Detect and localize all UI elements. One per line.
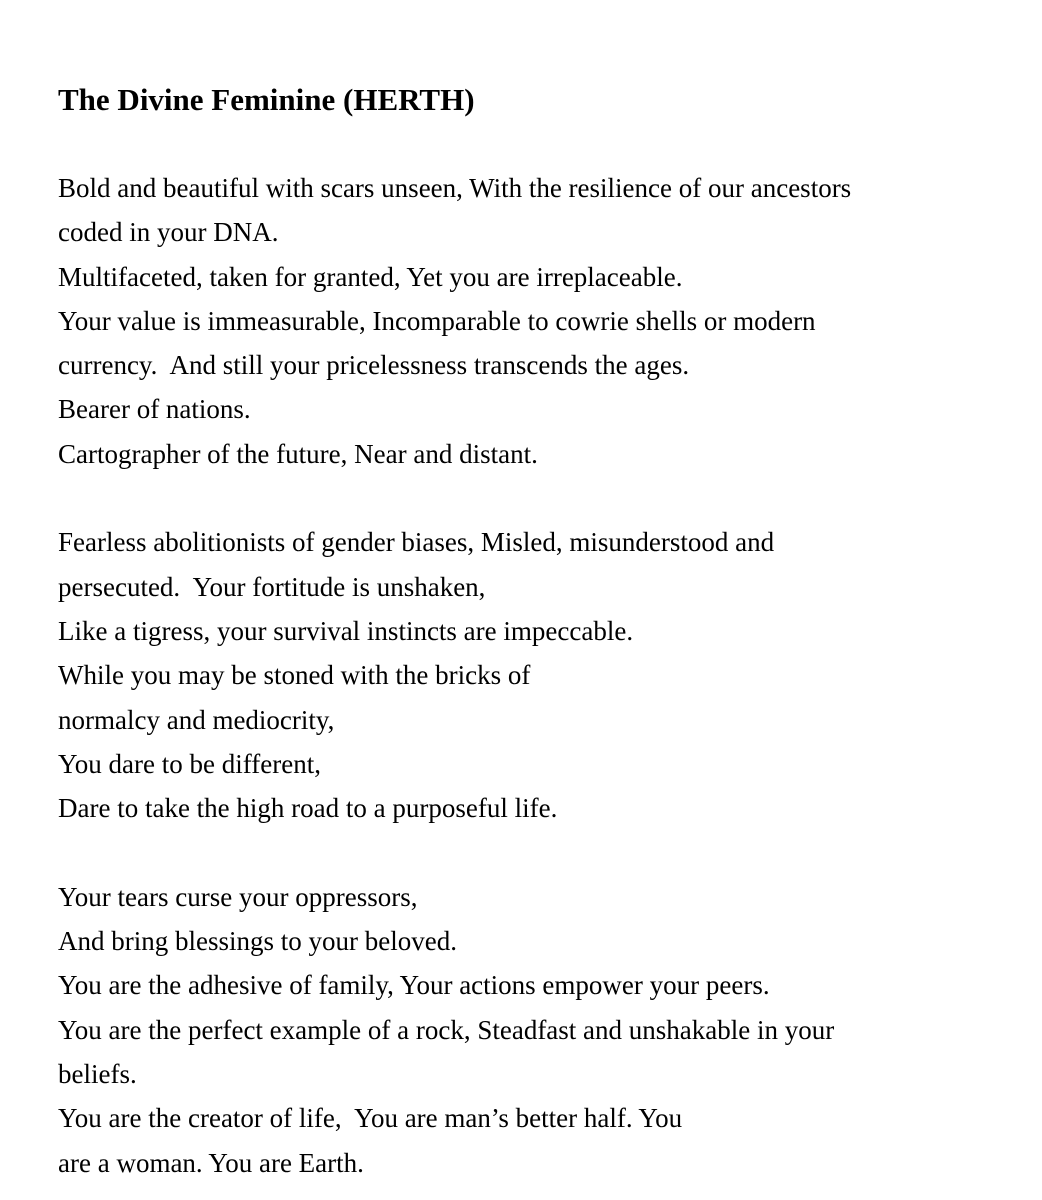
poem-line: Cartographer of the future, Near and distant. (58, 438, 538, 469)
poem-line: Dare to take the high road to a purposeful life. (58, 793, 558, 824)
poem-document (58, 78, 1018, 1185)
stanza-1 (58, 166, 1018, 476)
poem-line: currency. And still your pricelessness transcends the ages. (58, 350, 690, 381)
poem-line: persecuted. Your fortitude is unshaken, (58, 571, 486, 602)
poem-line: Your value is immeasurable, Incomparable to cowrie shells or modern (58, 305, 816, 336)
poem-line: Multifaceted, taken for granted, Yet you are irreplaceable. (58, 261, 683, 292)
poem-line: are a woman. You are Earth. (58, 1147, 364, 1178)
poem-line: normalcy and mediocrity, (58, 704, 335, 735)
poem-line: You are the adhesive of family, Your actions empower your peers. (58, 970, 770, 1001)
poem-line: You are the creator of life, You are man’s better half. You (58, 1103, 683, 1134)
stanza-2 (58, 520, 1018, 830)
poem-line: Your tears curse your oppressors, (58, 881, 418, 912)
poem-line: You are the perfect example of a rock, Steadfast and unshakable in your (58, 1014, 835, 1045)
poem-title: The Divine Feminine (HERTH) (58, 82, 475, 117)
poem-line: Bearer of nations. (58, 394, 251, 425)
poem-line: Bold and beautiful with scars unseen, With the resilience of our ancestors (58, 173, 852, 203)
poem-line: beliefs. (58, 1058, 137, 1089)
poem-line: And bring blessings to your beloved. (58, 926, 457, 957)
stanza-3 (58, 875, 1018, 1185)
poem-line: Fearless abolitionists of gender biases, Misled, misunderstood and (58, 527, 775, 558)
poem-line: coded in your DNA. (58, 217, 279, 248)
poem-line: While you may be stoned with the bricks of (58, 660, 531, 691)
poem-line: Like a tigress, your survival instincts are impeccable. (58, 615, 634, 646)
poem-line: You dare to be different, (58, 748, 321, 779)
